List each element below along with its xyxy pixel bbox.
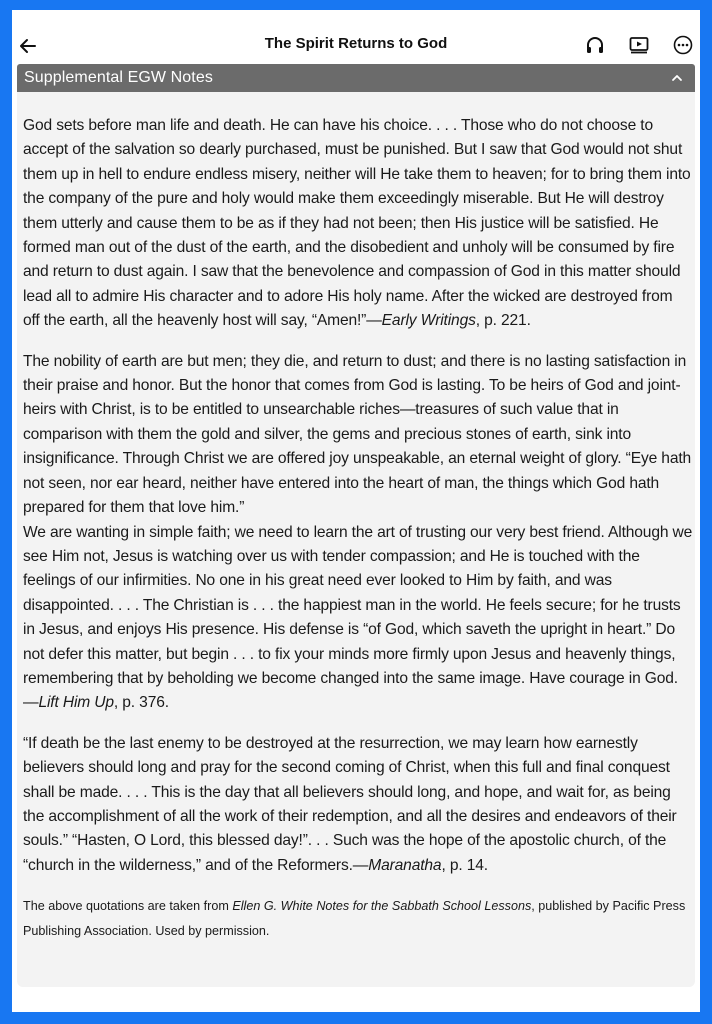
back-button[interactable] (14, 32, 42, 60)
paragraph-text: God sets before man life and death. He can have his choice. . . . Those who do not choose to accept of the salvation so dearly purchased, must be punished. But I saw that God would not shut them up in hell to endure endless misery, neither will He take them to heaven; for to bring them into the company of the pure and holy would make them exceedingly miserable. But He will destroy them utterly and cause them to be as if they had not been; then His justice will be satisfied. He formed man out of the dust of the earth, and the disobedient and unholy will be consumed by fire and return to dust again. I saw that the benevolence and compassion of God in this matter should lead all to admire His character and to adore His holy name. After the wicked are destroyed from off the earth, all the heavenly host will say, “Amen!”— (23, 117, 691, 330)
citation-source: Early Writings (381, 312, 476, 330)
footnote-prefix: The above quotations are taken from (23, 899, 233, 914)
video-button[interactable] (624, 30, 654, 60)
paragraph-1 (23, 114, 693, 334)
app-screen (12, 10, 700, 1012)
more-horizontal-icon (672, 34, 694, 56)
paragraph-4 (23, 732, 693, 878)
supplemental-notes-header[interactable] (17, 64, 695, 92)
footnote-suffix: , published by Pacific Press Publishing Association. Used by permission. (23, 899, 686, 939)
section-title: Supplemental EGW Notes (24, 69, 213, 86)
paragraph-text: The nobility of earth are but men; they die, and return to dust; and there is no lasting satisfaction in their praise and honor. But the honor that comes from God is lasting. To be heirs of God and joint-heirs with Christ, is to be entitled to unsearchable riches—treasures of such value that in comparison with them the gold and silver, the gems and precious stones of earth, sink into insignificance. Through Christ we are offered joy unspeakable, an eternal weight of glory. “Eye hath not seen, nor ear heard, neither have entered into the heart of man, the things which God hath prepared for them that love him.” (23, 352, 692, 517)
citation-page: , p. 221. (475, 312, 531, 330)
paragraph-text: “If death be the last enemy to be destroyed at the resurrection, we may learn how earnestly believers should long and pray for the second coming of Christ, when this full and final conquest shall be made. . . . This is the day that all believers should long, and hope, and wait for, as being the accomplishment of all the work of their redemption, and all the desires and endeavors of their souls.” “Hasten, O Lord, this blessed day!”. . . Such was the hope of the apostolic church, of the “church in the wilderness,” and of the Reformers.— (23, 734, 677, 874)
paragraph-3 (23, 521, 693, 716)
page-title: The Spirit Returns to God (264, 35, 448, 52)
arrow-left-icon (18, 36, 38, 56)
chevron-up-icon[interactable] (667, 68, 687, 88)
audio-button[interactable] (580, 30, 610, 60)
play-screen-icon (628, 34, 650, 56)
header-actions (580, 30, 698, 60)
citation-page: , p. 14. (441, 856, 488, 874)
attribution-note (23, 894, 693, 944)
status-bar (12, 10, 700, 18)
footnote-book: Ellen G. White Notes for the Sabbath School Lessons (232, 899, 532, 914)
notes-content (17, 92, 695, 987)
citation-page: , p. 376. (113, 694, 169, 712)
headphones-icon (584, 34, 606, 56)
paragraph-text: We are wanting in simple faith; we need to learn the art of trusting our very best friend. Although we see Him not, Jesus is watching over us with tender compassion; and He is touched with the feelings of our infirmities. No one in his great need ever looked to Him by faith, and was disappointed. . . . The Christian is . . . the happiest man in the world. He feels secure; for he trusts in Jesus, and enjoys His presence. His defense is “of God, which saveth the upright in heart.” Do not defer this matter, but begin . . . to fix your minds more firmly upon Jesus and heavenly things, remembering that by beholding we become changed into the same image. Have courage in God.— (23, 523, 693, 712)
citation-source: Lift Him Up (38, 694, 114, 712)
citation-source: Maranatha (368, 856, 442, 874)
more-button[interactable] (668, 30, 698, 60)
paragraph-2 (23, 350, 693, 521)
